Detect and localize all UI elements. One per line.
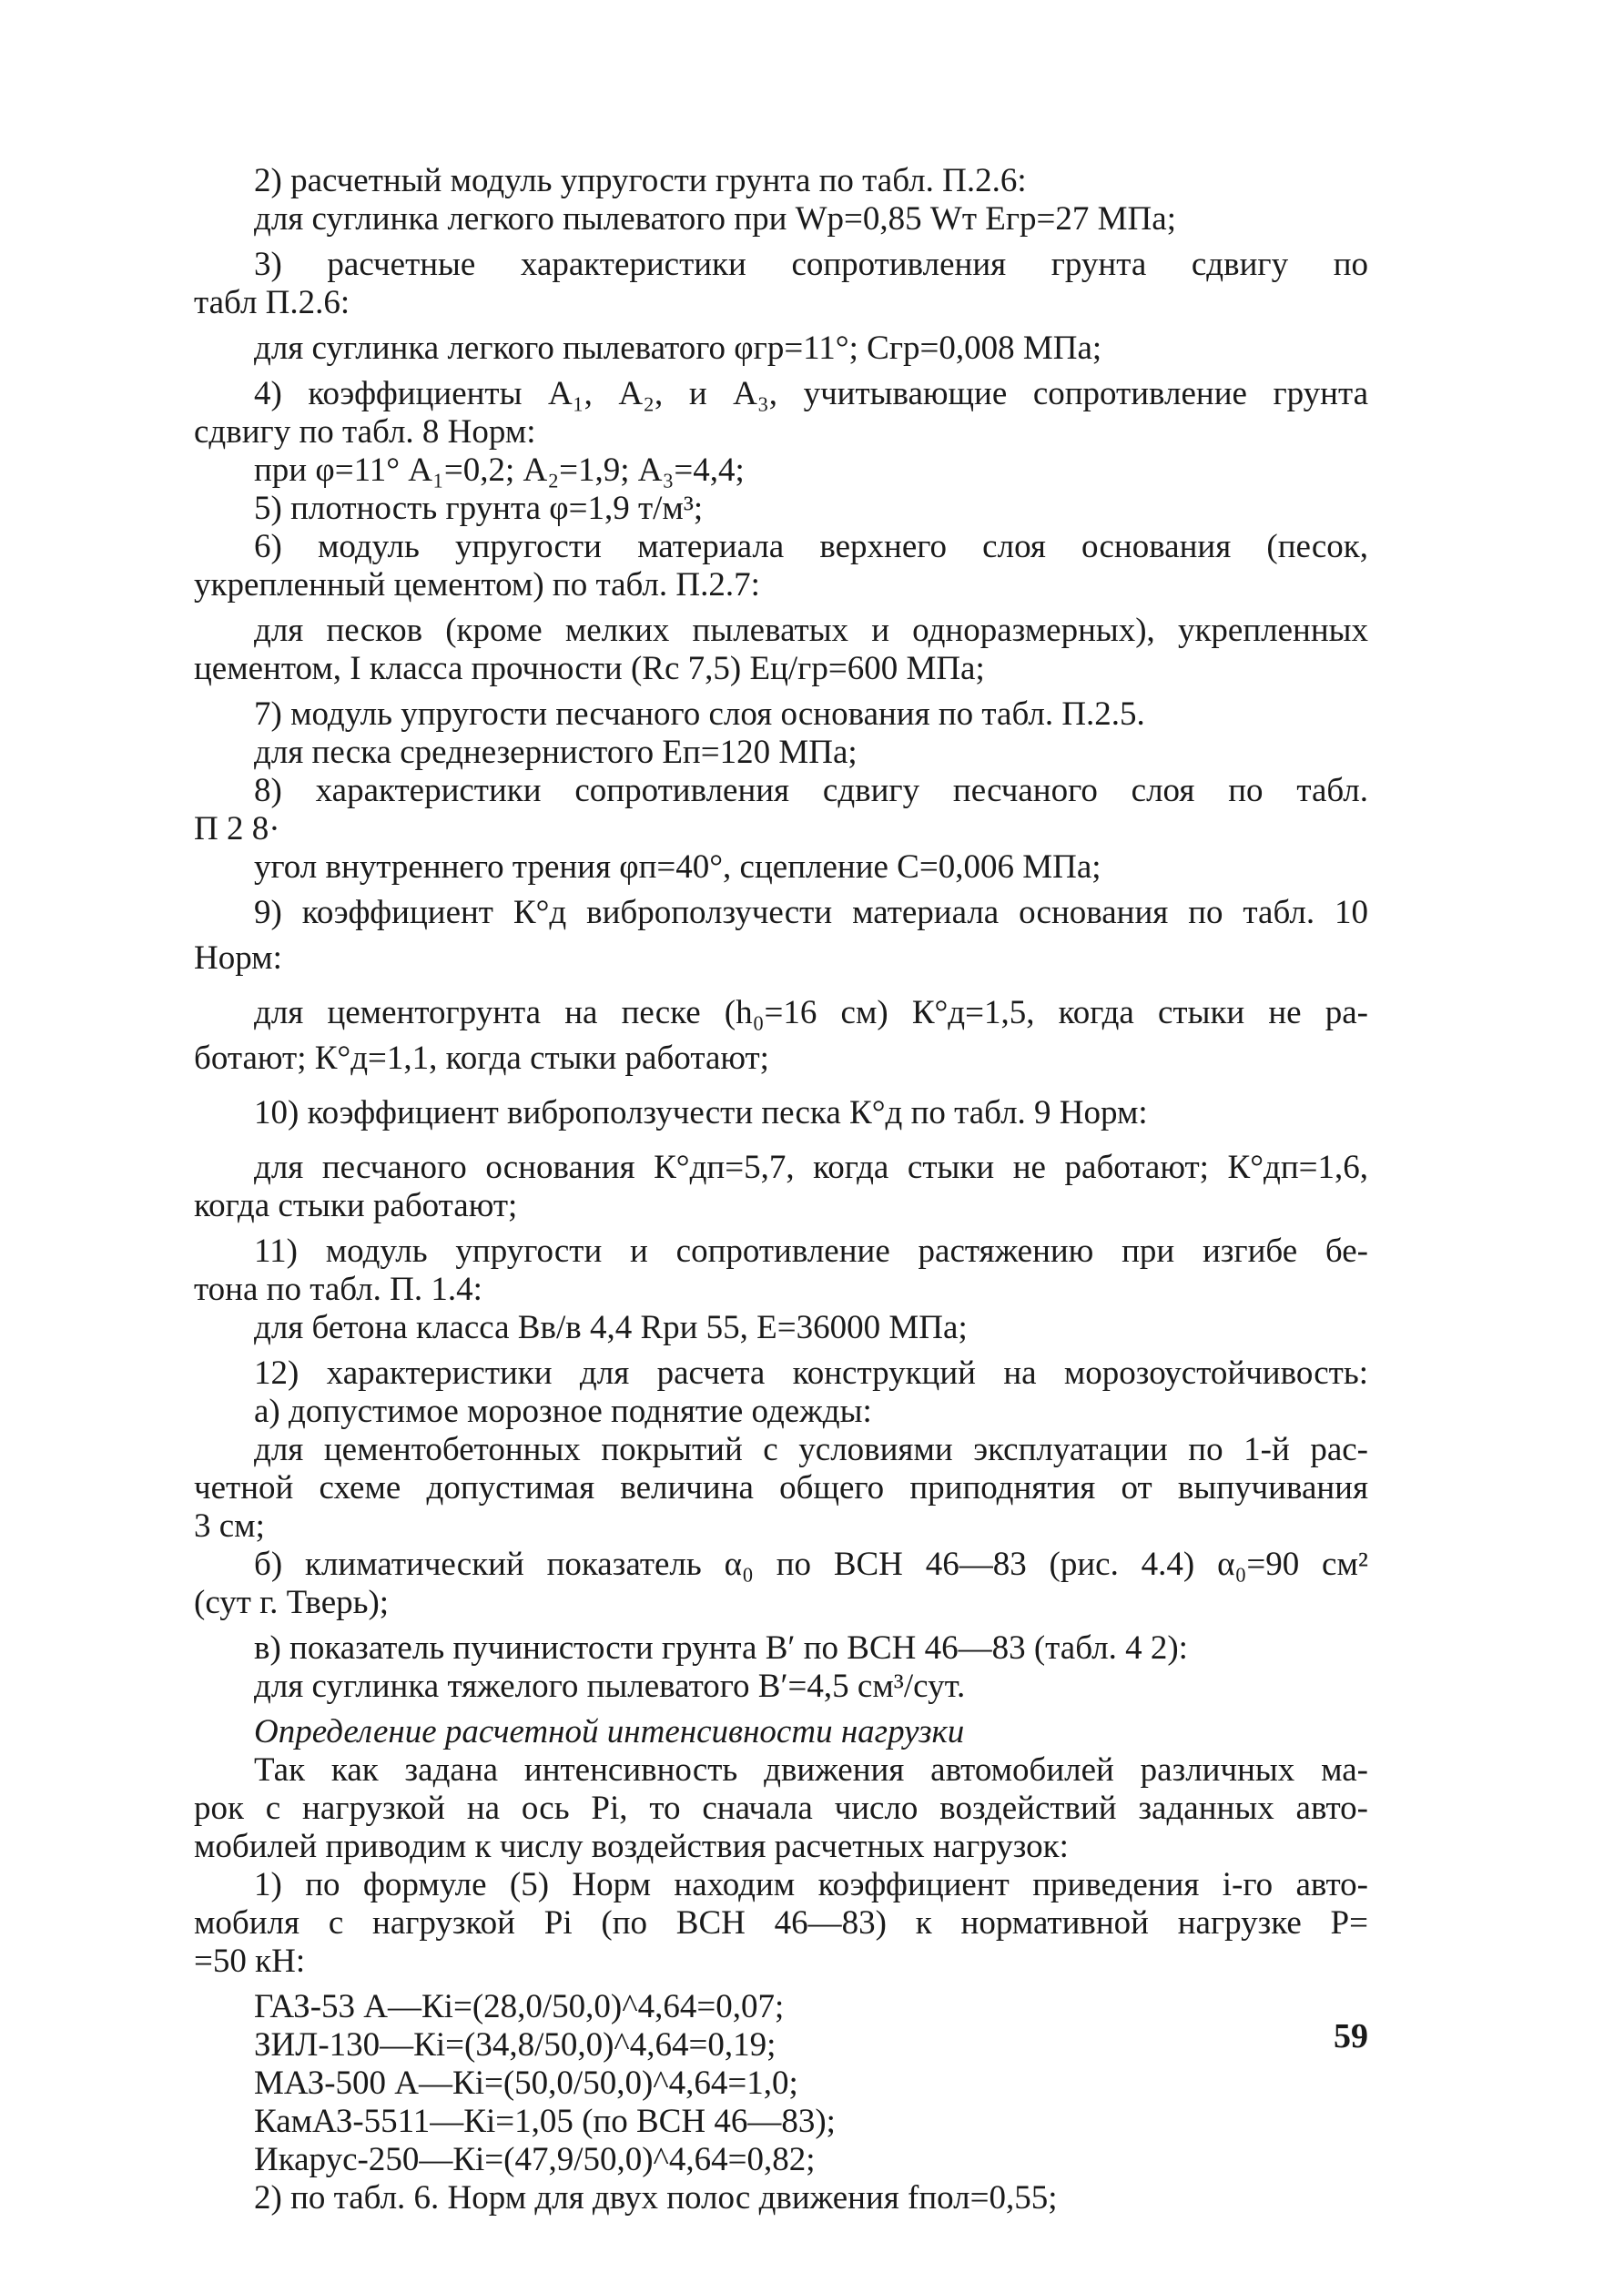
- text-line: (сут г. Тверь);: [194, 1584, 390, 1621]
- text-line: угол внутреннего трения φп=40°, сцепление С=0,006 МПа;: [254, 848, 1101, 886]
- text-line: 8) характеристики сопротивления сдвигу песчаного слоя по табл.: [254, 772, 1368, 809]
- text-line: в) показатель пучинистости грунта В′ по ВСН 46—83 (табл. 4 2):: [254, 1629, 1188, 1667]
- text-line: 10) коэффициент виброползучести песка К°д по табл. 9 Норм:: [254, 1094, 1148, 1131]
- text-line: мобилей приводим к числу воздействия расчетных нагрузок:: [194, 1828, 1069, 1865]
- text-line: для цементобетонных покрытий с условиями эксплуатации по 1-й рас-: [254, 1431, 1368, 1468]
- formula-line: МАЗ-500 А—Кi=(50,0/50,0)^4,64=1,0;: [254, 2065, 798, 2102]
- text-line: табл П.2.6:: [194, 284, 350, 321]
- text-line: рок с нагрузкой на ось Pi, то сначала число воздействий заданных авто-: [194, 1790, 1368, 1827]
- text-line: для песков (кроме мелких пылеватых и одноразмерных), укрепленных: [254, 612, 1368, 649]
- text-line: для суглинка тяжелого пылеватого В′=4,5 см³/сут.: [254, 1668, 966, 1705]
- text-line: для песка среднезернистого Еп=120 МПа;: [254, 734, 858, 771]
- text-line: 4) коэффициенты А₁, А₂, и А₃, учитывающие сопротивление грунта: [254, 375, 1368, 412]
- text-line: 11) модуль упругости и сопротивление растяжению при изгибе бе-: [254, 1233, 1368, 1270]
- text-line: мобиля с нагрузкой Pi (по ВСН 46—83) к нормативной нагрузке P=: [194, 1904, 1368, 1942]
- document-page: [194, 162, 1368, 2217]
- text-line: для песчаного основания К°дп=5,7, когда стыки не работают; К°дп=1,6,: [254, 1149, 1368, 1186]
- text-line: для бетона класса Вв/в 4,4 Rри 55, Е=36000 МПа;: [254, 1309, 968, 1346]
- section-heading: Определение расчетной интенсивности нагрузки: [254, 1713, 965, 1750]
- text-line: 3 см;: [194, 1507, 265, 1545]
- text-line: 7) модуль упругости песчаного слоя основания по табл. П.2.5.: [254, 695, 1145, 733]
- formula-line: ЗИЛ-130—Кi=(34,8/50,0)^4,64=0,19;: [254, 2026, 776, 2064]
- formula-line: КамАЗ-5511—Кi=1,05 (по ВСН 46—83);: [254, 2103, 836, 2140]
- text-line: укрепленный цементом) по табл. П.2.7:: [194, 566, 760, 604]
- text-line: П 2 8·: [194, 810, 280, 847]
- text-line: 2) по табл. 6. Норм для двух полос движения fпол=0,55;: [254, 2179, 1058, 2217]
- text-line: ботают; К°д=1,1, когда стыки работают;: [194, 1040, 769, 1077]
- text-line: цементом, I класса прочности (Rс 7,5) Ец/гр=600 МПа;: [194, 650, 985, 687]
- text-line: б) климатический показатель α₀ по ВСН 46—83 (рис. 4.4) α₀=90 см²: [254, 1546, 1368, 1583]
- text-line: 3) расчетные характеристики сопротивления грунта сдвигу по: [254, 246, 1368, 283]
- text-line: Так как задана интенсивность движения автомобилей различных ма-: [254, 1751, 1368, 1789]
- text-line: когда стыки работают;: [194, 1187, 518, 1224]
- formula-line: Икарус-250—Кi=(47,9/50,0)^4,64=0,82;: [254, 2141, 816, 2178]
- page-number: 59: [1334, 2017, 1368, 2055]
- text-line: 6) модуль упругости материала верхнего слоя основания (песок,: [254, 528, 1368, 565]
- text-line: 9) коэффициент К°д виброползучести материала основания по табл. 10: [254, 894, 1368, 931]
- formula-line: ГАЗ-53 А—Кi=(28,0/50,0)^4,64=0,07;: [254, 1988, 785, 2025]
- text-line: а) допустимое морозное поднятие одежды:: [254, 1393, 872, 1430]
- text-line: четной схеме допустимая величина общего приподнятия от выпучивания: [194, 1469, 1368, 1507]
- text-line: при φ=11° А₁=0,2; А₂=1,9; А₃=4,4;: [254, 451, 745, 489]
- text-line: Норм:: [194, 939, 282, 977]
- text-line: 5) плотность грунта φ=1,9 т/м³;: [254, 490, 704, 527]
- text-line: 1) по формуле (5) Норм находим коэффициент приведения i-го авто-: [254, 1866, 1368, 1903]
- text-line: 12) характеристики для расчета конструкций на морозоустойчивость:: [254, 1354, 1368, 1392]
- text-line: =50 кН:: [194, 1943, 306, 1980]
- text-line: для суглинка легкого пылеватого φгр=11°; Сгр=0,008 МПа;: [254, 330, 1102, 367]
- text-line: сдвигу по табл. 8 Норм:: [194, 413, 536, 451]
- text-line: 2) расчетный модуль упругости грунта по табл. П.2.6:: [254, 162, 1027, 199]
- text-line: для суглинка легкого пылеватого при Wр=0,85 Wт Егр=27 МПа;: [254, 200, 1176, 238]
- text-line: для цементогрунта на песке (h₀=16 см) К°д=1,5, когда стыки не ра-: [254, 994, 1368, 1031]
- text-line: тона по табл. П. 1.4:: [194, 1271, 482, 1308]
